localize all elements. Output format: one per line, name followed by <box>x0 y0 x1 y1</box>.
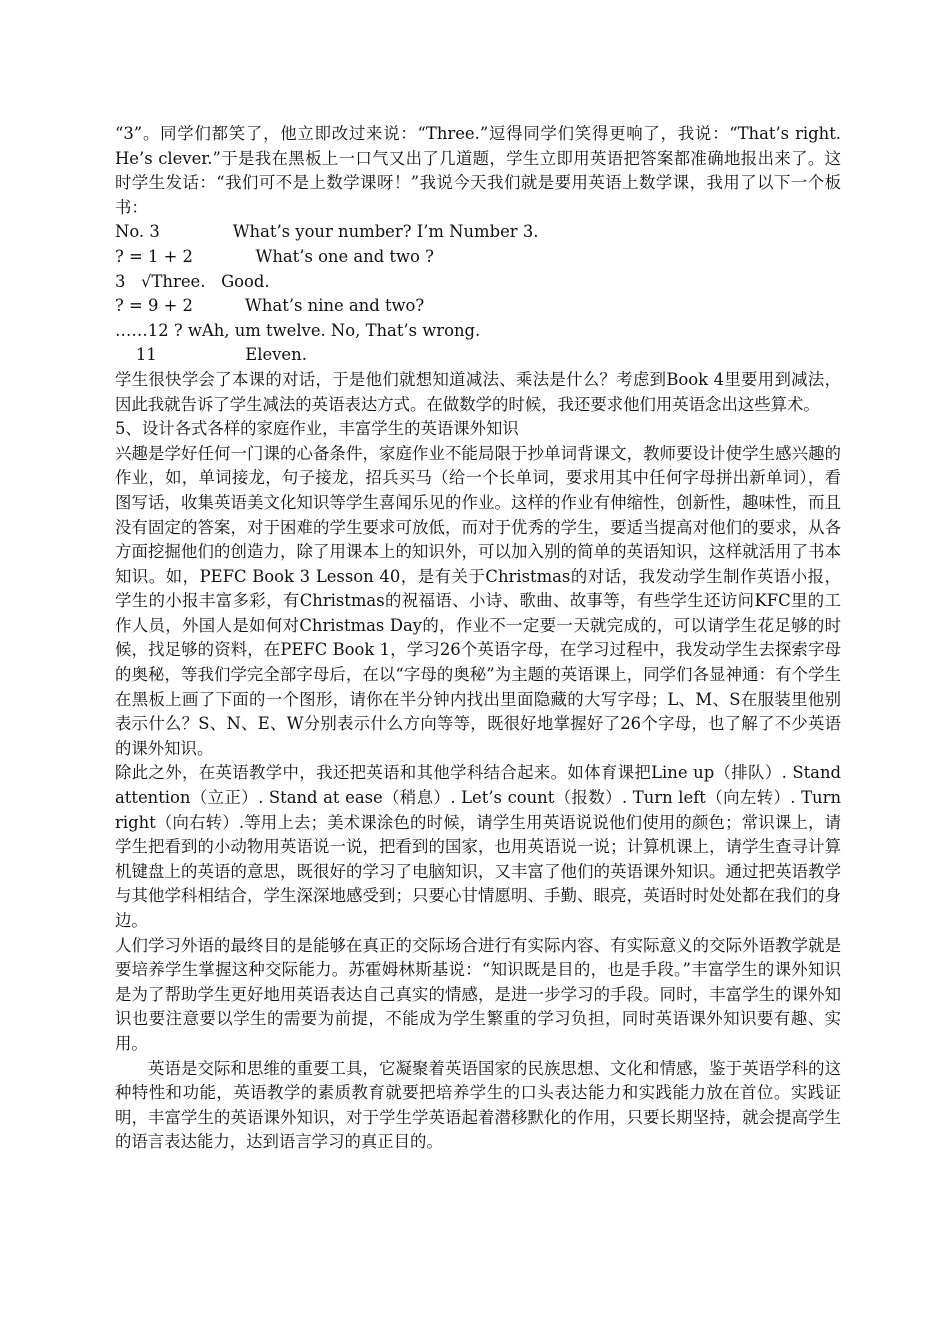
paragraph-homework: 兴趣是学好任何一门课的心备条件，家庭作业不能局限于抄单词背课文，教师要设计使学生感兴趣的作业，如，单词接龙，句子接龙，招兵买马（给一个长单词，要求用其中任何字母拼出新单词），看图写话，收集英语美文化知识等学生喜闻乐见的作业。这样的作业有伸缩性，创新性，趣味性，而且没有固定的答案，对于困难的学生要求可放低，而对于优秀的学生，要适当提高对他们的要求，从各方面挖掘他们的创造力，除了用课本上的知识外，可以加入别的简单的英语知识，这样就活用了书本知识。如，PEFC Book 3 Lesson 40，是有关于Christmas的对话，我发动学生制作英语小报，学生的小报丰富多彩，有Christmas的祝福语、小诗、歌曲、故事等，有些学生还访问KFC里的工作人员，外国人是如何对Christmas Day的，作业不一定要一天就完成的，可以请学生花足够的时候，找足够的资料，在PEFC Book 1，学习26个英语字母，在学习过程中，我发动学生去探索字母的奥秘，等我们学完全部字母后，在以“字母的奥秘”为主题的英语课上，同学们各显神通：有个学生在黑板上画了下面的一个图形，请你在半分钟内找出里面隐藏的大写字母；L、M、S在服装里他别表示什么？S、N、E、W分别表示什么方向等等，既很好地掌握好了26个字母，也了解了不少英语的课外知识。 <box>115 443 841 758</box>
board-line-3: 3 √Three. Good. <box>115 271 270 291</box>
board-line-6: 11 Eleven. <box>115 345 307 365</box>
section-heading-5: 5、设计各式各样的家庭作业，丰富学生的英语课外知识 <box>115 419 519 439</box>
board-line-1: No. 3 What’s your number? I’m Number 3. <box>115 222 539 242</box>
paragraph-subtraction: 学生很快学会了本课的对话，于是他们就想知道减法、乘法是什么？考虑到Book 4里要用到减法，因此我就告诉了学生减法的英语表达方式。在做数学的时候，我还要求他们用英语念出这些算术。 <box>115 369 841 414</box>
paragraph-other-subjects: 除此之外，在英语教学中，我还把英语和其他学科结合起来。如体育课把Line up（排队）. Stand attention（立正）. Stand at ease（稍息）. Let’s count（报数）. Turn left（向左转）. Turn right（向右转）.等用上去；美术课涂色的时候，请学生用英语说说他们使用的颜色；常识课上，请学生把看到的小动物用英语说一说，把看到的国家，也用英语说一说；计算机课上，请学生查寻计算机键盘上的英语的意思，既很好的学习了电脑知识，又丰富了他们的英语课外知识。通过把英语教学与其他学科相结合，学生深深地感受到；只要心甘情愿明、手勤、眼亮，英语时时处处都在我们的身边。 <box>115 763 841 930</box>
document-page <box>115 122 841 1155</box>
paragraph-communication: 人们学习外语的最终目的是能够在真正的交际场合进行有实际内容、有实际意义的交际外语教学就是要培养学生掌握这种交际能力。苏霍姆林斯基说：“知识既是目的，也是手段。”丰富学生的课外知识是为了帮助学生更好地用英语表达自己真实的情感，是进一步学习的手段。同时，丰富学生的课外知识也要注意要以学生的需要为前提，不能成为学生繁重的学习负担，同时英语课外知识要有趣、实用。 <box>115 935 841 1053</box>
paragraph-conclusion: 英语是交际和思维的重要工具，它凝聚着英语国家的民族思想、文化和情感，鉴于英语学科的这种特性和功能，英语教学的素质教育就要把培养学生的口头表达能力和实践能力放在首位。实践证明，丰富学生的英语课外知识，对于学生学英语起着潜移默化的作用，只要长期坚持，就会提高学生的语言表达能力，达到语言学习的真正目的。 <box>115 1058 841 1152</box>
paragraph-intro: “3”。同学们都笑了，他立即改过来说：“Three.”逗得同学们笑得更响了，我说：“That’s right. He’s clever.”于是我在黑板上一口气又出了几道题，学生立即用英语把答案都准确地报出来了。这时学生发话：“我们可不是上数学课呀！”我说今天我们就是要用英语上数学课，我用了以下一个板书： <box>115 124 841 217</box>
board-line-5: ……12 ? wAh, um twelve. No, That’s wrong. <box>115 320 481 340</box>
board-line-2: ? = 1 + 2 What’s one and two ? <box>115 246 434 266</box>
board-line-4: ? = 9 + 2 What’s nine and two? <box>115 296 425 316</box>
blackboard-notes <box>115 220 841 368</box>
